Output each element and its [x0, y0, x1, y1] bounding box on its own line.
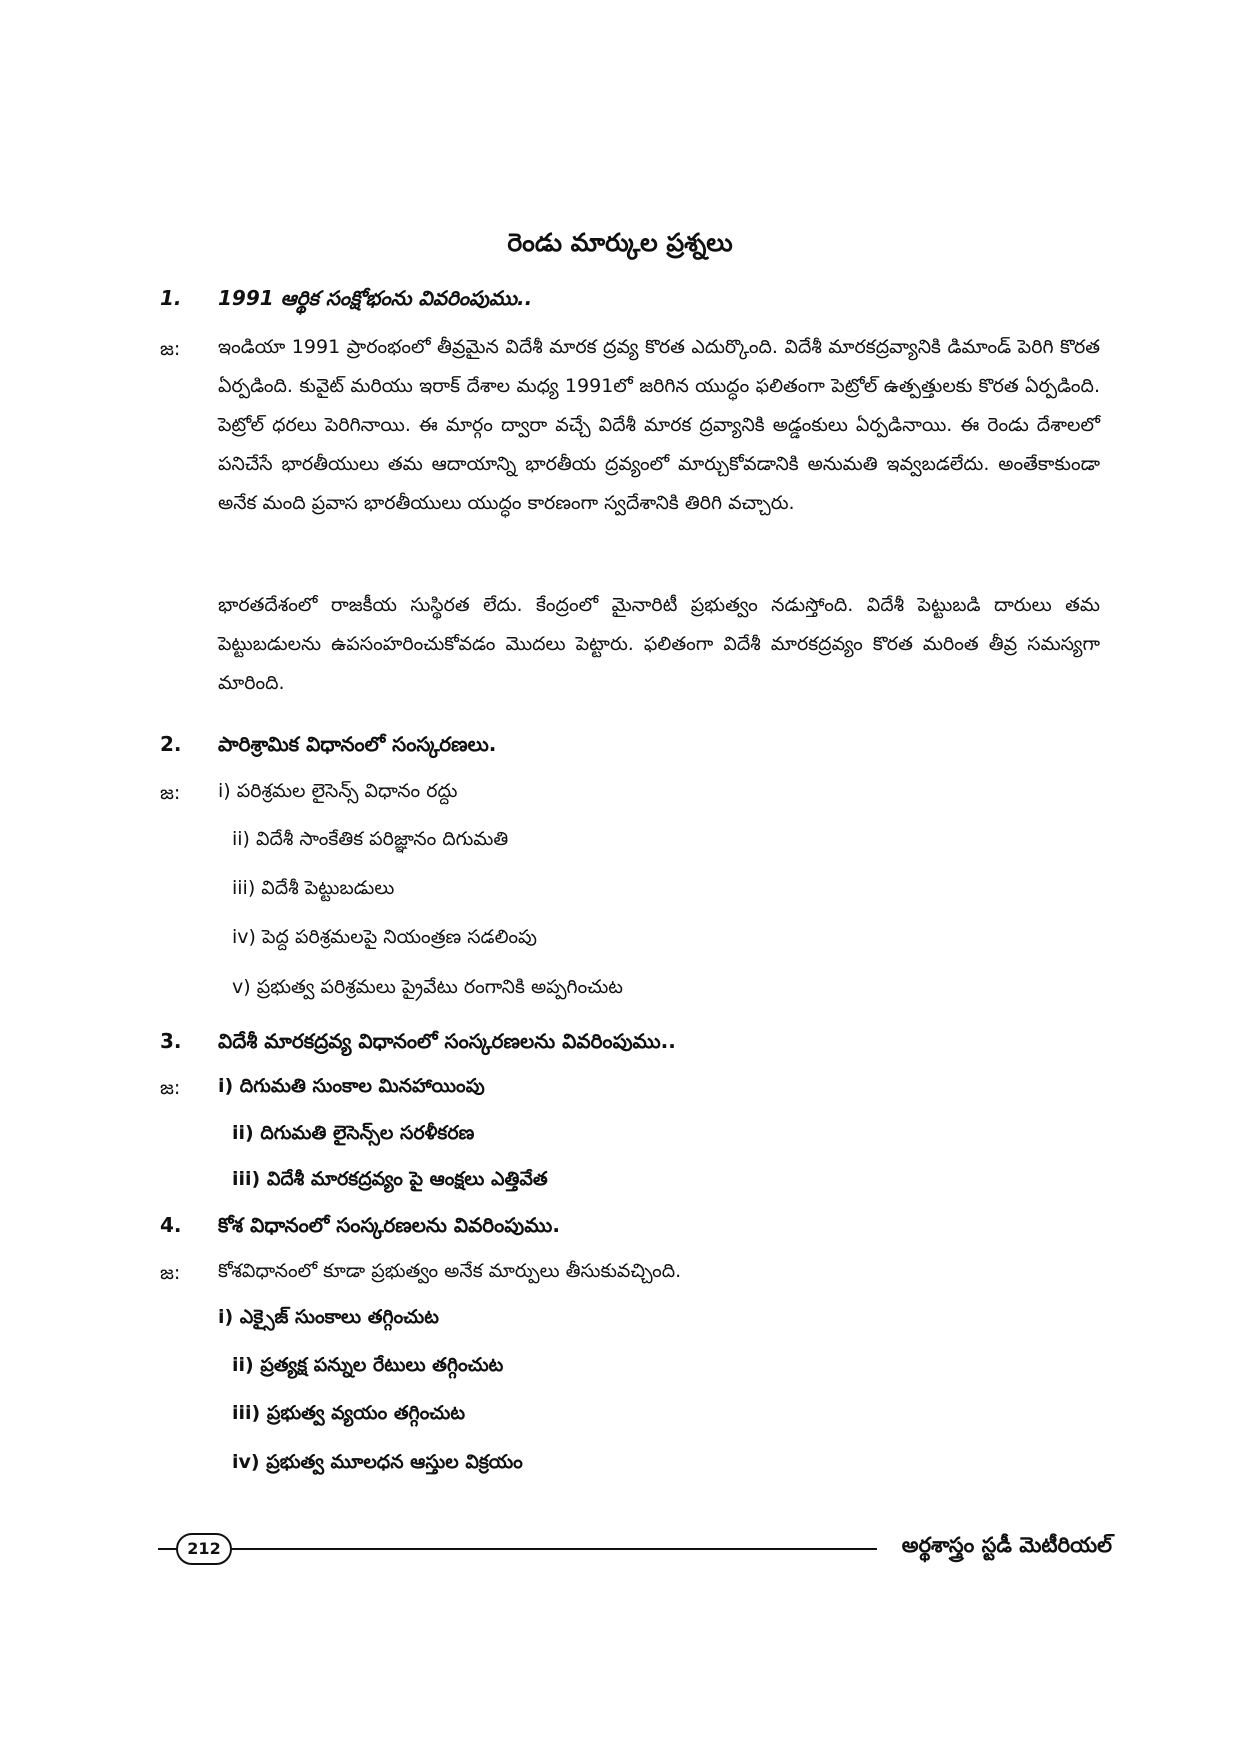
question-number: 2. — [160, 732, 182, 756]
list-item: iii) విదేశీ పెట్టుబడులు — [232, 877, 395, 899]
list-item: iii) ప్రభుత్వ వ్యయం తగ్గించుట — [232, 1402, 466, 1424]
answer-marker: జ: — [160, 338, 181, 360]
list-item: iv) ప్రభుత్వ మూలధన ఆస్తుల విక్రయం — [232, 1451, 523, 1473]
answer-marker: జ: — [160, 1262, 181, 1284]
question-title: పారిశ్రామిక విధానంలో సంస్కరణలు. — [218, 732, 497, 756]
question-number: 1. — [160, 286, 182, 310]
list-item: ii) దిగుమతి లైసెన్స్‌ల సరళీకరణ — [232, 1122, 475, 1144]
question-title: కోశ విధానంలో సంస్కరణలను వివరింపుము. — [218, 1213, 560, 1237]
footer-book-title: అర్థశాస్త్రం స్టడీ మెటీరియల్ — [901, 1533, 1112, 1557]
list-item: i) ఎక్సైజ్ సుంకాలు తగ్గించుట — [218, 1306, 439, 1328]
section-title: రెండు మార్కుల ప్రశ్నలు — [507, 228, 733, 257]
answer-paragraph: ఇండియా 1991 ప్రారంభంలో తీవ్రమైన విదేశీ మారక ద్రవ్య కొరత ఎదుర్కొంది. విదేశీ మారకద్రవ్యానికి డిమాండ్ పెరిగి కొరత ఏర్పడింది. కువైట్ మరియు ఇరాక్ దేశాల మధ్య 1991లో జరిగిన యుద్ధం ఫలితంగా పెట్రోల్ ఉత్పత్తులకు కొరత ఏర్పడింది. పెట్రోల్ ధరలు పెరిగినాయి. ఈ మార్గం ద్వారా వచ్చే విదేశీ మారక ద్రవ్యానికి అడ్డంకులు ఏర్పడినాయి. ఈ రెండు దేశాలలో పనిచేసే భారతీయులు తమ ఆదాయాన్ని భారతీయ ద్రవ్యంలో మార్చుకోవడానికి అనుమతి ఇవ్వబడలేదు. అంతేకాకుండా అనేక మంది ప్రవాస భారతీయులు యుద్ధం కారణంగా స్వదేశానికి తిరిగి వచ్చారు. — [218, 336, 1100, 514]
question-number: 4. — [160, 1213, 182, 1237]
list-item: ii) ప్రత్యక్ష పన్నుల రేటులు తగ్గించుట — [232, 1354, 504, 1376]
answer-marker: జ: — [160, 782, 181, 804]
list-item: iv) పెద్ద పరిశ్రమలపై నియంత్రణ సడలింపు — [232, 926, 537, 948]
footer-rule — [158, 1548, 178, 1550]
answer-marker: జ: — [160, 1077, 181, 1099]
page-number: 212 — [176, 1533, 232, 1565]
question-title: విదేశీ మారకద్రవ్య విధానంలో సంస్కరణలను వివరింపుము.. — [218, 1029, 676, 1053]
list-item: v) ప్రభుత్వ పరిశ్రమలు ప్రైవేటు రంగానికి అప్పగించుట — [232, 976, 623, 998]
list-item: i) పరిశ్రమల లైసెన్స్ విధానం రద్దు — [218, 780, 458, 802]
question-title: 1991 ఆర్థిక సంక్షోభంను వివరింపుము.. — [218, 286, 533, 310]
list-item: i) దిగుమతి సుంకాల మినహాయింపు — [218, 1075, 485, 1097]
answer-intro: కోశవిధానంలో కూడా ప్రభుత్వం అనేక మార్పులు తీసుకువచ్చింది. — [218, 1260, 682, 1282]
footer-rule — [230, 1548, 877, 1550]
answer-paragraph: భారతదేశంలో రాజకీయ సుస్థిరత లేదు. కేంద్రంలో మైనారిటీ ప్రభుత్వం నడుస్తోంది. విదేశీ పెట్టుబడి దారులు తమ పెట్టుబడులను ఉపసంహరించుకోవడం మొదలు పెట్టారు. ఫలితంగా విదేశీ మారకద్రవ్యం కొరత మరింత తీవ్ర సమస్యగా మారింది. — [218, 594, 1100, 694]
list-item: iii) విదేశీ మారకద్రవ్యం పై ఆంక్షలు ఎత్తివేత — [232, 1168, 548, 1190]
question-number: 3. — [160, 1029, 182, 1053]
list-item: ii) విదేశీ సాంకేతిక పరిజ్ఞానం దిగుమతి — [232, 828, 509, 850]
